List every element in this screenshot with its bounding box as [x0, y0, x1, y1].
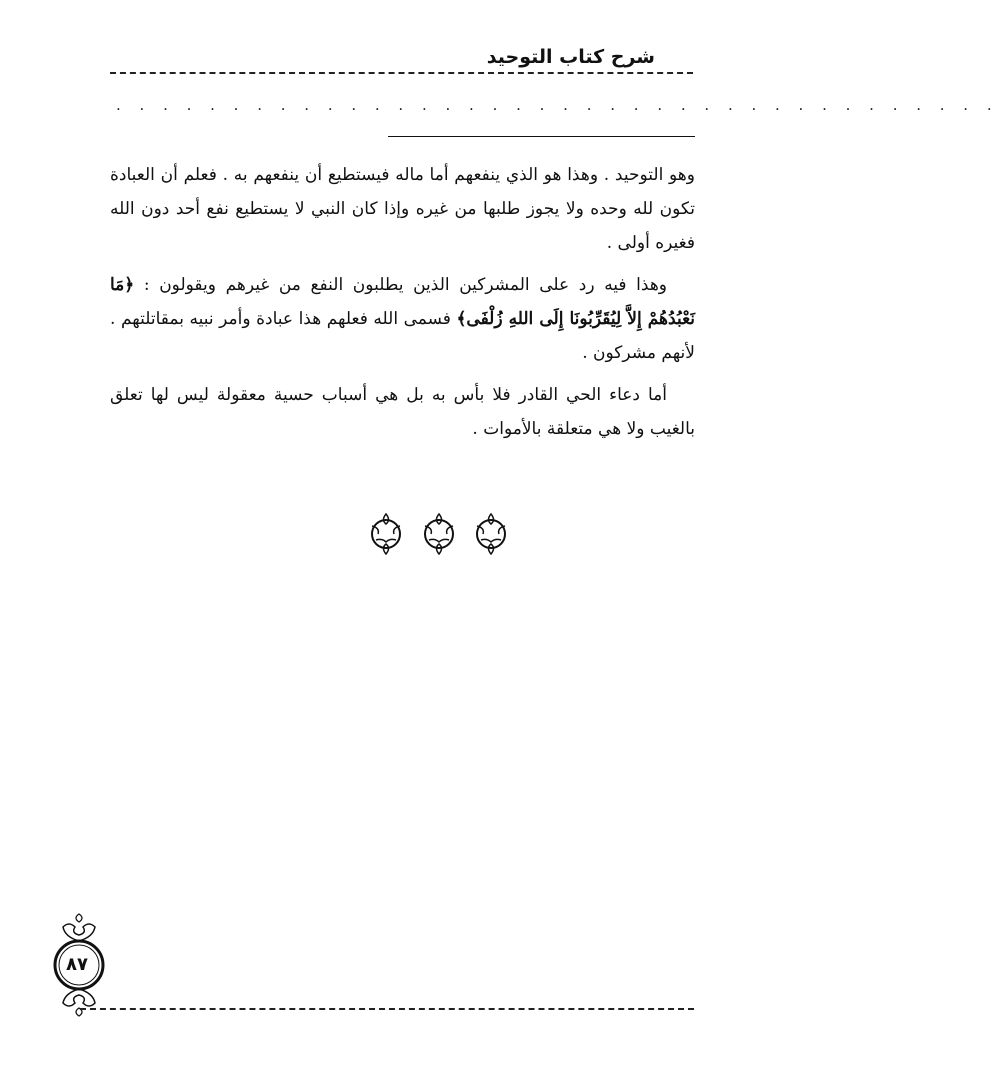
- footer-divider: [80, 1008, 694, 1010]
- paragraph-2-rest: فسمى الله فعلهم هذا عبادة وأمر نبيه بمقاتلتهم . لأنهم مشركون .: [110, 309, 695, 363]
- section-end-ornaments: [366, 510, 511, 558]
- flower-ornament-icon: [471, 510, 511, 556]
- page-number: ٨٧: [66, 954, 88, 975]
- quran-verse: ﴿مَا نَعْبُدُهُمْ إِلاَّ لِيُقَرِّبُونَا إِلَى اللهِ زُلْفَى﴾: [110, 275, 696, 329]
- flower-ornament-icon: [366, 510, 406, 556]
- page-header-title: شرح كتاب التوحيد: [486, 46, 655, 68]
- paragraph-2-intro: وهذا فيه رد على المشركين الذين يطلبون النفع من غيرهم ويقولون :: [143, 275, 667, 295]
- paragraph-1: وهو التوحيد . وهذا هو الذي ينفعهم أما ماله فيستطيع أن ينفعهم به . فعلم أن العبادة تكون لله وحده ولا يجوز طلبها من غيره وإذا كان النبي لا يستطيع نفع أحد دون الله فغيره أولى .: [110, 165, 695, 253]
- footnote-rule: [388, 136, 695, 137]
- flower-ornament-icon: [419, 510, 459, 556]
- header-divider: [110, 72, 693, 74]
- paragraph-2: [110, 268, 695, 370]
- dotted-separator: . . . . . . . . . . . . . . . . . . . . . . . . . . . . . . . . . . . . . .: [116, 96, 999, 114]
- paragraph-3: أما دعاء الحي القادر فلا بأس به بل هي أسباب حسية معقولة ليس لها تعلق بالغيب ولا هي متعلقة بالأموات .: [110, 385, 695, 439]
